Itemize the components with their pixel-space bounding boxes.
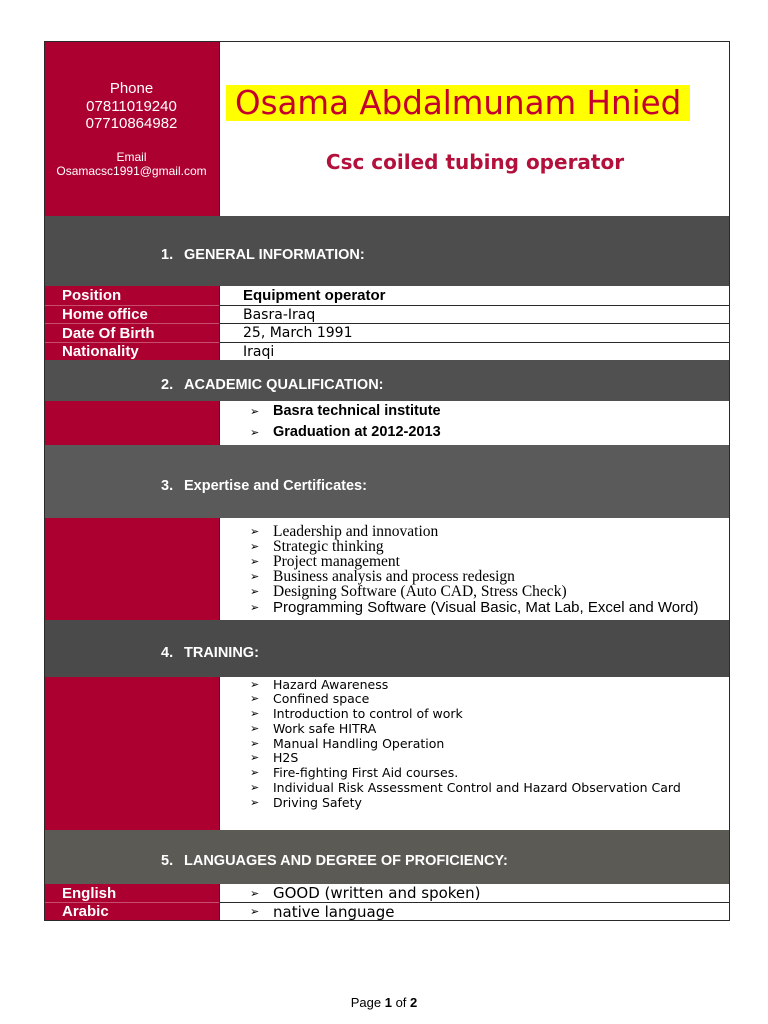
info-value: 25, March 1991 bbox=[243, 325, 353, 341]
arrowhead-bullet-icon: ➢ bbox=[250, 751, 260, 765]
expertise-item-text: Leadership and innovation bbox=[273, 522, 439, 540]
info-label: Position bbox=[44, 286, 219, 305]
page-footer bbox=[0, 995, 768, 1011]
arrowhead-bullet-icon: ➢ bbox=[250, 781, 260, 795]
list-item bbox=[250, 401, 730, 422]
email-address: Osamacsc1991@gmail.com bbox=[56, 164, 207, 178]
section-title: Expertise and Certificates: bbox=[184, 477, 367, 494]
list-item bbox=[250, 584, 730, 599]
language-proficiency: native language bbox=[273, 902, 395, 921]
section-number: 1. bbox=[161, 247, 174, 263]
side-bar bbox=[44, 677, 219, 830]
section-header-general-information bbox=[44, 216, 730, 286]
info-value-cell bbox=[219, 342, 730, 360]
job-title: Csc coiled tubing operator bbox=[325, 150, 625, 174]
expertise-list bbox=[219, 518, 730, 620]
section-number: 2. bbox=[161, 376, 174, 393]
arrowhead-bullet-icon: ➢ bbox=[250, 905, 260, 918]
section-header-expertise bbox=[44, 445, 730, 518]
list-item bbox=[250, 524, 730, 539]
list-item bbox=[250, 599, 730, 616]
email-block bbox=[44, 150, 219, 178]
language-row-arabic bbox=[44, 902, 730, 920]
of-label: of bbox=[395, 995, 407, 1010]
side-bar bbox=[44, 518, 219, 620]
contact-panel bbox=[44, 41, 219, 216]
training-list bbox=[219, 677, 730, 830]
list-item bbox=[250, 422, 730, 443]
arrowhead-bullet-icon: ➢ bbox=[250, 766, 260, 780]
info-value: Iraqi bbox=[243, 343, 275, 360]
list-item bbox=[250, 678, 730, 693]
info-row-home-office bbox=[44, 305, 730, 323]
info-row-nationality bbox=[44, 342, 730, 360]
side-bar bbox=[44, 401, 219, 445]
section-number: 4. bbox=[161, 644, 174, 661]
phone-number-2: 07710864982 bbox=[85, 115, 178, 132]
info-label: Home office bbox=[44, 305, 219, 323]
language-value-cell bbox=[219, 884, 730, 902]
academic-item-text: Basra technical institute bbox=[273, 403, 441, 419]
arrowhead-bullet-icon: ➢ bbox=[250, 426, 260, 439]
list-item bbox=[250, 692, 730, 707]
arrowhead-bullet-icon: ➢ bbox=[250, 569, 260, 583]
list-item bbox=[250, 737, 730, 752]
expertise-item-text: Designing Software (Auto CAD, Stress Check) bbox=[273, 582, 567, 600]
info-value-cell bbox=[219, 286, 730, 305]
phone-number-1: 07811019240 bbox=[86, 97, 177, 115]
language-value-cell bbox=[219, 902, 730, 920]
language-proficiency: GOOD (written and spoken) bbox=[273, 884, 481, 902]
arrowhead-bullet-icon: ➢ bbox=[250, 721, 260, 735]
total-pages-number: 2 bbox=[410, 995, 418, 1010]
training-item-text: Work safe HITRA bbox=[273, 720, 377, 736]
arrowhead-bullet-icon: ➢ bbox=[250, 539, 260, 553]
arrowhead-bullet-icon: ➢ bbox=[250, 554, 260, 568]
list-item bbox=[250, 554, 730, 569]
page-label: Page bbox=[350, 995, 382, 1010]
arrowhead-bullet-icon: ➢ bbox=[250, 795, 260, 809]
arrowhead-bullet-icon: ➢ bbox=[250, 736, 260, 750]
expertise-item-text: Programming Software (Visual Basic, Mat Lab, Excel and Word) bbox=[273, 598, 699, 616]
training-item-text: Manual Handling Operation bbox=[273, 735, 445, 751]
training-item-text: Confined space bbox=[273, 691, 370, 707]
language-row-english bbox=[44, 884, 730, 902]
list-item bbox=[250, 796, 730, 811]
list-item bbox=[250, 707, 730, 722]
list-item bbox=[250, 539, 730, 554]
email-label: Email bbox=[116, 150, 147, 164]
info-value-cell bbox=[219, 323, 730, 342]
section-number: 5. bbox=[161, 853, 174, 869]
header-row bbox=[44, 41, 730, 216]
info-label: Nationality bbox=[44, 342, 219, 360]
arrowhead-bullet-icon: ➢ bbox=[250, 600, 260, 614]
training-item-text: Driving Safety bbox=[273, 794, 362, 810]
training-item-text: Fire-fighting First Aid courses. bbox=[273, 765, 459, 781]
expertise-item-text: Strategic thinking bbox=[273, 537, 384, 555]
arrowhead-bullet-icon: ➢ bbox=[250, 524, 260, 538]
profile-panel bbox=[219, 41, 730, 216]
section-number: 3. bbox=[161, 477, 174, 494]
section-title: TRAINING: bbox=[184, 644, 259, 661]
academic-item-text: Graduation at 2012-2013 bbox=[273, 424, 441, 440]
list-item bbox=[250, 781, 730, 796]
info-row-date-of-birth bbox=[44, 323, 730, 342]
arrowhead-bullet-icon: ➢ bbox=[250, 886, 260, 900]
language-label: English bbox=[44, 884, 219, 902]
info-value: Basra-Iraq bbox=[243, 306, 316, 323]
section-title: ACADEMIC QUALIFICATION: bbox=[184, 376, 384, 393]
candidate-name: Osama Abdalmunam Hnied bbox=[226, 85, 690, 121]
arrowhead-bullet-icon: ➢ bbox=[250, 692, 260, 706]
training-body bbox=[44, 677, 730, 830]
section-header-languages bbox=[44, 830, 730, 884]
arrowhead-bullet-icon: ➢ bbox=[250, 405, 260, 418]
arrowhead-bullet-icon: ➢ bbox=[250, 707, 260, 721]
training-item-text: H2S bbox=[273, 750, 299, 766]
academic-list bbox=[219, 401, 730, 445]
expertise-body bbox=[44, 518, 730, 620]
info-value-cell bbox=[219, 305, 730, 323]
list-item bbox=[250, 751, 730, 766]
arrowhead-bullet-icon: ➢ bbox=[250, 677, 260, 691]
list-item bbox=[250, 722, 730, 737]
training-item-text: Individual Risk Assessment Control and Hazard Observation Card bbox=[273, 780, 681, 796]
section-header-academic-qualification bbox=[44, 360, 730, 401]
section-title: GENERAL INFORMATION: bbox=[184, 247, 365, 263]
arrowhead-bullet-icon: ➢ bbox=[250, 584, 260, 598]
info-row-position bbox=[44, 286, 730, 305]
list-item bbox=[250, 766, 730, 781]
section-title: LANGUAGES AND DEGREE OF PROFICIENCY: bbox=[184, 853, 508, 869]
list-item bbox=[250, 569, 730, 584]
info-value: Equipment operator bbox=[243, 287, 386, 304]
current-page-number: 1 bbox=[384, 995, 392, 1010]
academic-qualification-body bbox=[44, 401, 730, 445]
section-header-training bbox=[44, 620, 730, 677]
training-item-text: Hazard Awareness bbox=[273, 676, 389, 692]
training-item-text: Introduction to control of work bbox=[273, 706, 463, 722]
expertise-item-text: Business analysis and process redesign bbox=[273, 567, 515, 585]
phone-label: Phone bbox=[109, 80, 154, 97]
language-label: Arabic bbox=[44, 902, 219, 920]
expertise-item-text: Project management bbox=[273, 552, 400, 570]
info-label: Date Of Birth bbox=[44, 323, 219, 342]
